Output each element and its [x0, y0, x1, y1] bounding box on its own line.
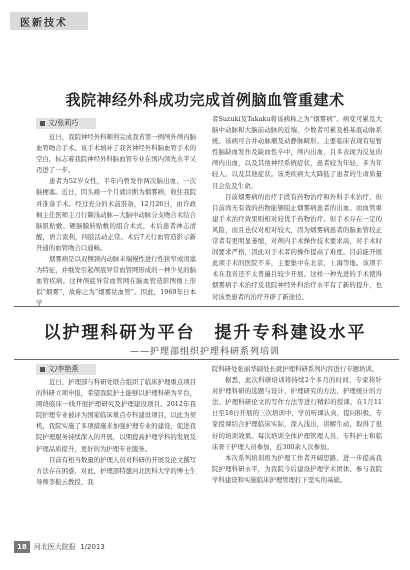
page-number: 18 [14, 541, 30, 553]
article1-title: 我院神经外科成功完成首例脑血管重建术 [65, 91, 345, 109]
journal-name: 河北医大院报 [33, 543, 76, 551]
article2-byline [36, 364, 96, 375]
issue-number: 1/2013 [80, 543, 105, 551]
article1-paragraph: 烟雾病是以双侧颈内动脉末端慢性进行性狭窄或闭塞为特征，并继发引起颅底异常血管网形成的一种少见的脑血管疾病。这种颅底异常血管网在脑血管造影图像上形似“烟雾”，故称之为“烟雾状血管”。因此，1969年日本学 [36, 255, 196, 308]
article2-author: 文/李艳燕 [48, 365, 79, 373]
article1-paragraph: 者Suzuki及Takaku将该病称之为“烟雾病”。病变可累及大脑中动脉和大脑前动脉的近端，少数者可累及椎基底动脉系统。该病可合并动脉瘤及动静脉畸形。主要临床表现有短暂性脑缺血发作及缺血性卒中，颅内出血，且多表现为反复的颅内出血，以及其他神经系统症状，患者较为年轻，多为年轻人。以及其他症状。该类疾病大大降低了患者的生命质量且会危及生命。 [212, 115, 382, 190]
section-tag [10, 12, 88, 30]
article2-column-right [212, 364, 382, 534]
article1-column-right [212, 114, 382, 300]
article1-paragraph: 近日，我院神经外科顺利完成我省第一例颅外颅内脑血管吻合手术。该手术填补了我省神经外科脑血管手术的空白，标志着我院神经外科脑血管专业在国内领先水平又迈进了一步。 [36, 133, 196, 175]
article2-paragraph: 近日，护理部与科研处联合组织了临床护理重点项目的科研立项申报，希望我院护士能够以护理科研为平台，围绕临床一线开展护理研究及护理建设项目。2012年我院护理专业被评为国家临床重点专科建设项目，以此为契机，我院实施了多项措施来加强护理专业的建设，促进我院护理服务持续深入的开展，以期提高护理学科的发展及护理品质提升，更好的为护理专业服务。 [36, 378, 196, 453]
bullet-square-icon [40, 121, 45, 126]
article2-paragraph: 院科研处张丽华副处长就护理科研系列内容进行专题培训。 [212, 365, 379, 373]
section-tag-text: 医新技术 [20, 18, 68, 29]
article2-paragraph: 据悉，此次科研培训将持续2个多月的时间，专家将针对护理科研的选题与设计、护理研究的方法、护理统计的方法、护理科研论文的写作方法等进行精彩的授课。在1月11日至18日开展的三次培训中，学员听课认真，提问积极。专家授课结合护理临床实际，深入浅出，讲解生动，取得了很好的培训效果。每次培训全体护理管理人员、专科护士和临床骨干护理人员参加，近300余人次参加。 [212, 376, 382, 451]
article1-paragraph: 目前烟雾病的治疗手段有药物治疗和外科手术治疗，但目前尚无有效的药物能够阻止烟雾病患者的出血。而血管重建手术治疗效果则相对较优于药物治疗。但手术存在一定的风险，而且也仅对相对较大，因为烟雾病患者的脑血管较正常者有更明显萎缩，对颅内手术操作技术要求高，对手术时间要求严格，因此对于术者的操作提高了难度。目前能开展此项手术的医院不多，主要集中在北京、上海等地。该项手术在我省还不太普遍且较少开展。这样一种先进的手术使得烟雾病手术治疗及我院神经外科治疗水平有了新的提升，也对该类患者的治疗开辟了新途径。 [212, 192, 382, 301]
article2-paragraph: 目前有相当数量的护理人员对科研的开展及论文撰写方法存在困惑，对此，护理部特邀河北医科大学的博士生导师李振云教授、我 [36, 455, 196, 486]
divider-bottom [14, 359, 399, 360]
article1-paragraph: 患者为52岁女性，半年内曾发作两次脑出血，一次脑梗塞。近日，因头痛一个月就诊断为烟雾病，收住我院并准备手术。经过充分的术前准备，12月26日，由许政枫主任医师主刀行颞浅动脉—大脑中动脉分支吻合术结合脑肌贴敷、硬脑膜转贴敷的组合术式，术后患者神志清醒，语言流利，四肢活动正常。术后7天行血管造影示新开通的血管吻合口通畅。 [36, 177, 196, 252]
article1-column-left [36, 132, 196, 308]
article2-column-left [36, 377, 196, 535]
article2-subtitle: ——护理部组织护理科研系列培训 [129, 347, 280, 357]
article2-paragraph: 本次系列培训将为护理工作者开阔思路，进一步提高我院护理科研水平，为我院今后建设护理学术团体、参与我院学科建设和实施临床护理管理打下坚实的基础。 [212, 453, 382, 484]
bullet-square-icon [40, 367, 45, 372]
divider-top [14, 306, 399, 307]
page-footer [14, 541, 105, 553]
article2-title: 以护理科研为平台 提升专科建设水平 [43, 323, 367, 343]
article1-byline [36, 118, 96, 129]
article1-author: 文/张莉巧 [48, 119, 79, 127]
